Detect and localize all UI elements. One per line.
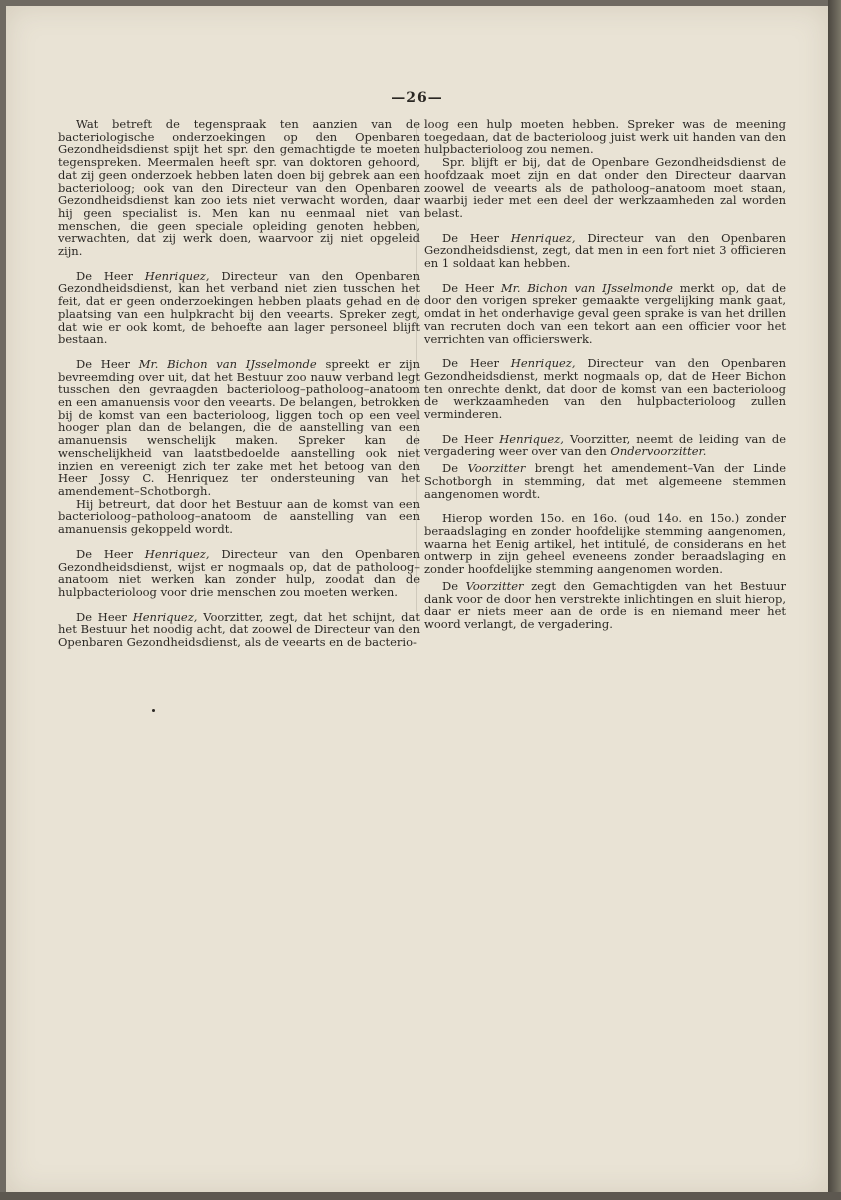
speaker-name: Mr. Bichon van IJsselmonde xyxy=(500,280,673,295)
scan-edge-right xyxy=(828,0,841,1200)
paragraph: Spr. blijft er bij, dat de Openbare Gezondheidsdienst de hoofdzaak moet zijn en dat onder den Directeur daarvan zoowel de veearts als de patholoog–anatoom moet staan, waarbij ieder met een deel der werkzaamheden zal worden belast. xyxy=(424,155,786,220)
paragraph: De Heer Mr. Bichon van IJsselmonde spreekt er zijn bevreemding over uit, dat het Bestuur zoo nauw verband legt tusschen den gevraagden bacterioloog–patholoog–anatoom en een amanuensis voor den veearts. De belangen, betrokken bij de komst van een bacterioloog, liggen toch op een veel hooger plan dan de belangen, die de aanstelling van een amanuensis wenschelijk maken. Spreker kan de wenschelijkheid van laatstbedoelde aanstelling ook niet inzien en vereenigt zich ter zake met het betoog van den Heer Jossy C. Henriquez ter ondersteuning van het amendement–Schotborgh. xyxy=(58,356,420,498)
paragraph: De Voorzitter zegt den Gemachtigden van het Bestuur dank voor de door hen verstrekte inlichtingen en sluit hierop, daar er niets meer aan de orde is en niemand meer het woord verlangt, de vergadering. xyxy=(424,578,786,631)
speaker-name: Henriquez, xyxy=(510,356,576,371)
paragraph: De Heer Henriquez, Voorzitter, neemt de leiding van de vergadering weer over van den Ondervoorzitter. xyxy=(424,431,786,459)
speaker-name: Voorzitter xyxy=(465,578,524,593)
scan-edge-bottom xyxy=(0,1192,841,1200)
paragraph: De Heer Henriquez, Voorzitter, zegt, dat het schijnt, dat het Bestuur het noodig acht, dat zoowel de Directeur van den Openbaren Gezondheidsdienst, als de veearts en de bacterio- xyxy=(58,609,420,650)
speaker-name: Mr. Bichon van IJsselmonde xyxy=(138,356,317,371)
speaker-name: Henriquez, xyxy=(144,546,210,561)
speaker-name: Henriquez, xyxy=(132,609,198,624)
speaker-name: Henriquez, xyxy=(510,230,576,245)
document-page xyxy=(6,6,828,1194)
speaker-name: Henriquez, xyxy=(144,268,210,283)
paragraph: De Heer Henriquez, Directeur van den Openbaren Gezondheidsdienst, merkt nogmaals op, dat de Heer Bichon ten onrechte denkt, dat door de komst van een bacterioloog de werkzaamheden van den hulpbacterioloog zullen verminderen. xyxy=(424,356,786,422)
paragraph: loog een hulp moeten hebben. Spreker was de meening toegedaan, dat de bacterioloog juist werk uit handen van den hulpbacterioloog zou nemen. xyxy=(424,117,786,157)
speaker-name: Henriquez, xyxy=(499,431,564,446)
paragraph: De Heer Henriquez, Directeur van den Openbaren Gezondheidsdienst, kan het verband niet zien tusschen het feit, dat er geen onderzoekingen hebben plaats gehad en de plaatsing van een hulpkracht bij den veearts. Spreker zegt, dat wie er ook komt, de behoefte aan lager personeel blijft bestaan. xyxy=(58,268,420,347)
ink-speck xyxy=(152,709,155,712)
paragraph: De Heer Henriquez, Directeur van den Openbaren Gezondheidsdienst, wijst er nogmaals op, dat de patholoog–anatoom niet werken kan zonder hulp, zoodat dan de hulpbacterioloog voor drie menschen zou moeten werken. xyxy=(58,546,420,599)
left-column xyxy=(58,118,420,661)
paragraph: Wat betreft de tegenspraak ten aanzien van de bacteriologische onderzoekingen op den Openbaren Gezondheidsdienst spijt het spr. den gemachtigde te moeten tegenspreken. Meermalen heeft spr. van doktoren gehoord, dat zij geen onderzoek hebben laten doen bij gebrek aan een bacterioloog; ook van den Directeur van den Openbaren Gezondheidsdienst kan zoo iets niet verwacht worden, daar hij geen specialist is. Men kan nu eenmaal niet van menschen, die geen speciale opleiding genoten hebben, verwachten, dat zij werk doen, waarvoor zij niet opgeleid zijn. xyxy=(58,117,420,259)
paragraph: Hij betreurt, dat door het Bestuur aan de komst van een bacterioloog–patholoog–anatoom de aanstelling van een amanuensis gekoppeld wordt. xyxy=(58,496,420,537)
paragraph: Hierop worden 15o. en 16o. (oud 14o. en 15o.) zonder beraadslaging en zonder hoofdelijke stemming aangenomen, waarna het Eenig artikel, het intitulé, de considerans en het ontwerp in zijn geheel eveneens zonder beraadslaging en zonder hoofdelijke stemming aangenomen worden. xyxy=(424,511,786,577)
page-number: —26— xyxy=(391,90,443,106)
speaker-name: Voorzitter xyxy=(467,461,526,476)
paragraph: De Heer Mr. Bichon van IJsselmonde merkt op, dat de door den vorigen spreker gemaakte vergelijking mank gaat, omdat in het onderhavige geval geen sprake is van het drillen van recruten doch van een tekort aan een officier voor het verrichten van officierswerk. xyxy=(424,280,786,346)
column-divider xyxy=(416,122,417,612)
paragraph: De Voorzitter brengt het amendement–Van der Linde Schotborgh in stemming, dat met algemeene stemmen aangenomen wordt. xyxy=(424,461,787,501)
paragraph: De Heer Henriquez, Directeur van den Openbaren Gezondheidsdienst, zegt, dat men in een fort niet 3 officieren en 1 soldaat kan hebben. xyxy=(424,230,786,271)
right-column xyxy=(424,118,786,643)
speaker-name: Ondervoorzitter. xyxy=(610,444,707,459)
